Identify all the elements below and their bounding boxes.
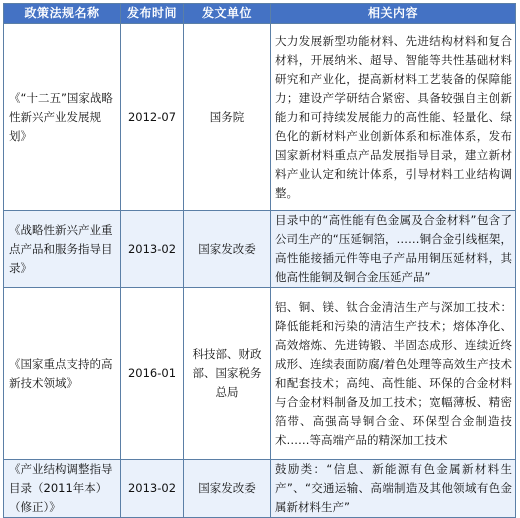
cell-release-date: 2013-02 [121,211,184,288]
cell-related-content: 大力发展新型功能材料、先进结构材料和复合材料，开展纳米、超导、智能等共性基础材料研究和产业化，提高新材料工艺装备的保障能力；建设产学研结合紧密、具备较强自主创新能力和可持续发展能力的高性能、轻量化、绿色化的新材料产业创新体系和标准体系，发布国家新材料重点产品发展指导目录，建立新材料产业认定和统计体系，引导材料工业结构调整。 [271,24,516,211]
table-row [4,211,516,288]
header-policy-name: 政策法规名称 [4,4,121,24]
header-related-content: 相关内容 [271,4,516,24]
cell-release-date: 2012-07 [121,24,184,211]
cell-issuing-unit: 国家发改委 [184,460,271,518]
header-release-date: 发布时间 [121,4,184,24]
cell-issuing-unit: 国家发改委 [184,211,271,288]
cell-related-content: 目录中的“高性能有色金属及合金材料”包含了公司生产的“压延铜箔，……铜合金引线框架，高性能接插元件等电子产品用铜压延材料，其他高性能铜及铜合金压延产品” [271,211,516,288]
policy-table-container [3,3,515,514]
cell-release-date: 2016-01 [121,288,184,460]
cell-release-date: 2013-02 [121,460,184,518]
cell-policy-name: 《“十二五”国家战略性新兴产业发展规划》 [4,24,121,211]
cell-issuing-unit: 国务院 [184,24,271,211]
cell-issuing-unit: 科技部、财政部、国家税务总局 [184,288,271,460]
policy-table [3,3,516,518]
cell-related-content: 铝、铜、镁、钛合金清洁生产与深加工技术：降低能耗和污染的清洁生产技术；熔体净化、高效熔炼、先进铸锻、半固态成形、连续近终成形、连续表面防腐/着色处理等高效生产技术和配套技术；高纯、高性能、环保的合金材料与合金材料制备及加工技术；宽幅薄板、精密箔带、高强高导铜合金、环保型合金制造技术……等高端产品的精深加工技术 [271,288,516,460]
cell-policy-name: 《战略性新兴产业重点产品和服务指导目录》 [4,211,121,288]
header-issuing-unit: 发文单位 [184,4,271,24]
cell-policy-name: 《产业结构调整指导目录（2011年本）（修正）》 [4,460,121,518]
table-row [4,288,516,460]
table-row [4,24,516,211]
cell-policy-name: 《国家重点支持的高新技术领域》 [4,288,121,460]
table-row [4,460,516,518]
cell-related-content: 鼓励类：“信息、新能源有色金属新材料生产”、“交通运输、高端制造及其他领域有色金属新材料生产” [271,460,516,518]
table-header-row [4,4,516,24]
